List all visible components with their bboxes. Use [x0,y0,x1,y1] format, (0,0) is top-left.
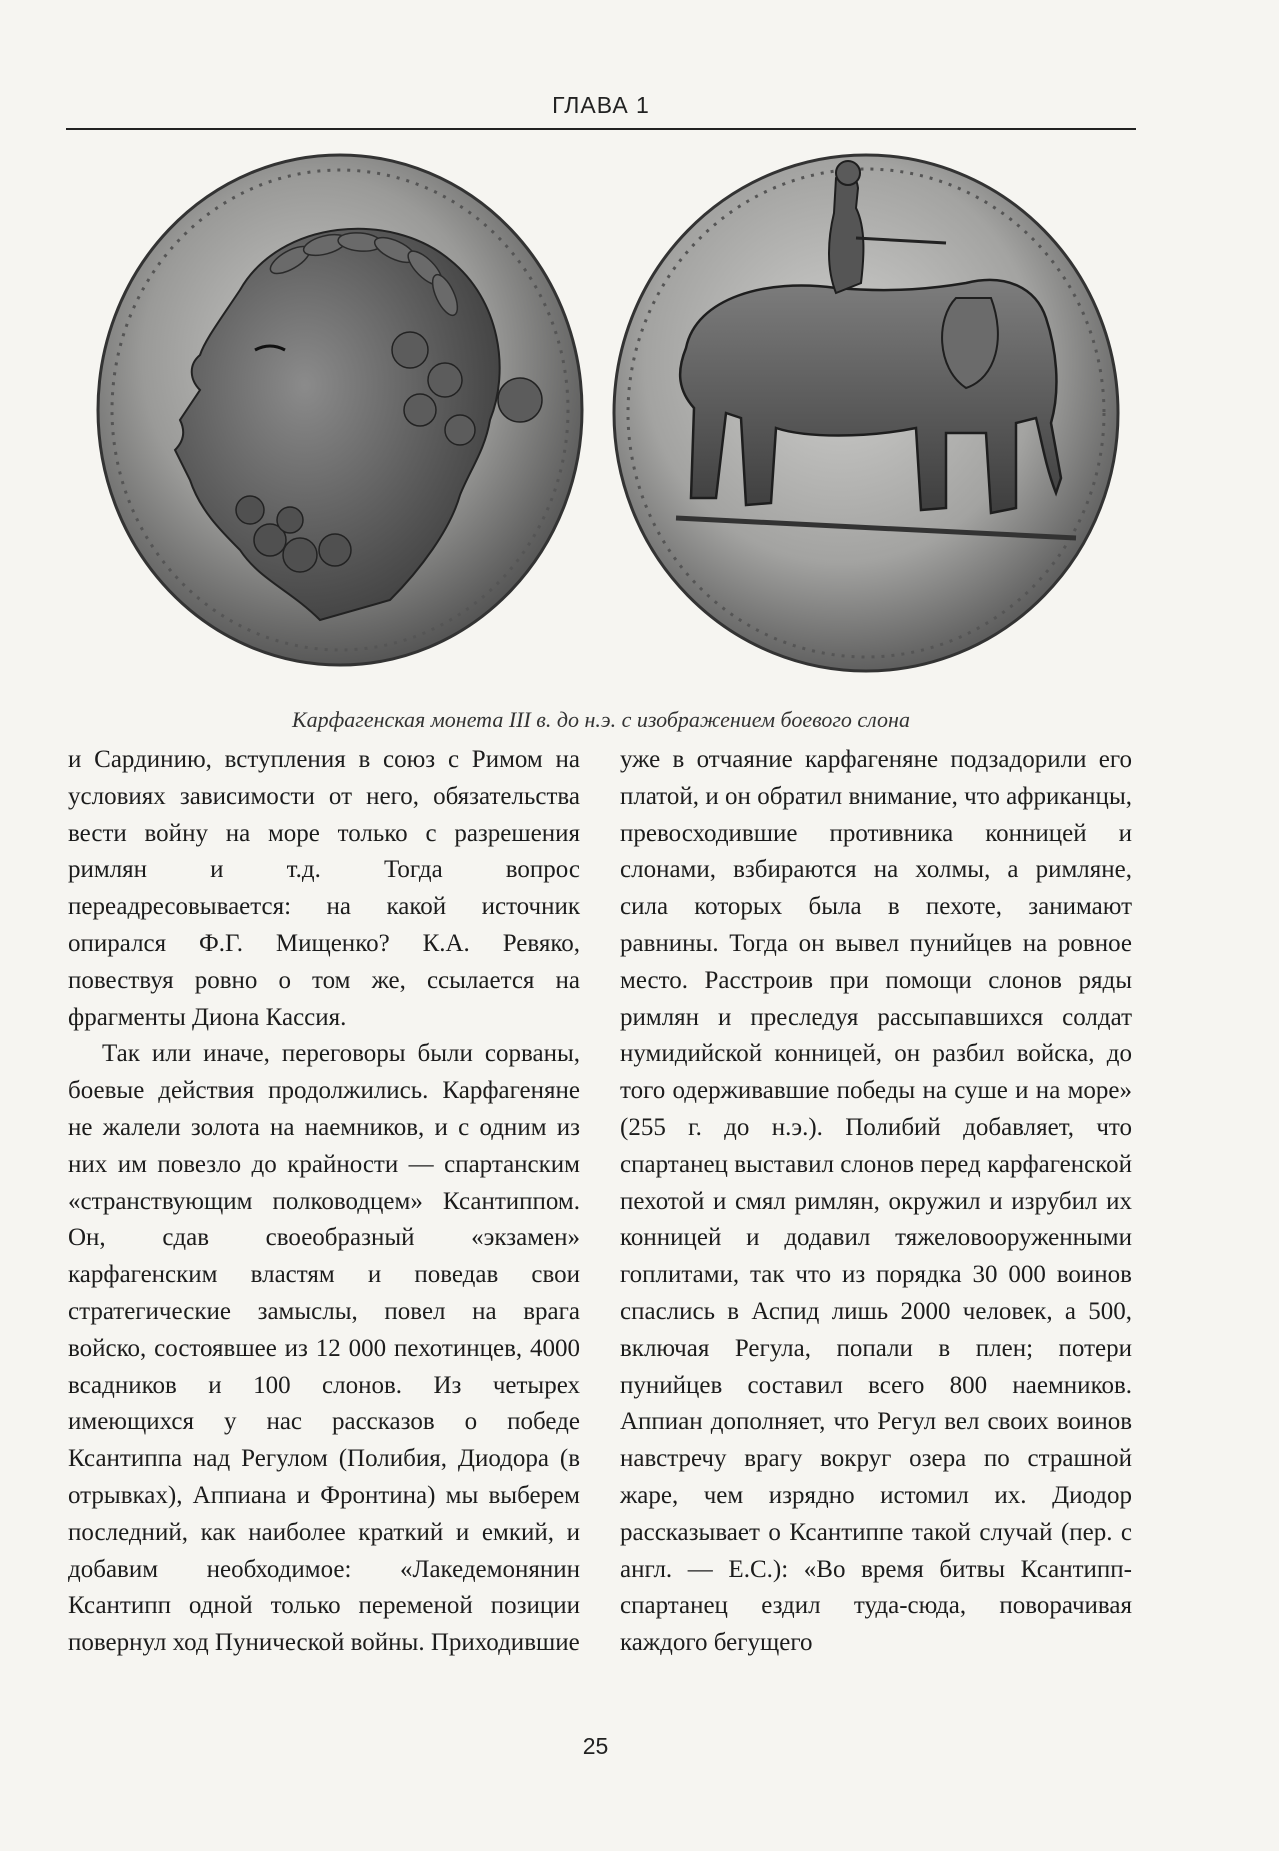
coin-portrait-image [90,150,590,670]
text-column-left [68,742,580,1662]
coin-elephant-image [606,148,1126,678]
paragraph: уже в отчаяние карфагеняне подзадорили его платой, и он обратил внимание, что африканцы, превосходившие противника конницей и слонами, взбираются на холмы, а римляне, сила которых была в пехоте, занимают равнины. Тогда он вывел пунийцев на ровное место. Расстроив при помощи слонов ряды римлян и преследуя рассыпавшихся солдат нумидийской конницей, он разбил войска, до того одерживавшие победы на суше и на море» (255 г. до н.э.). Полибий добавляет, что спартанец выставил слонов перед карфагенской пехотой и смял римлян, окружил и изрубил их конницей и додавил тяжеловооруженными гоплитами, так что из порядка 30 000 воинов спаслись в Аспид лишь 2000 человек, а 500, включая Регула, попали в плен; потери пунийцев составил всего 800 наемников. Аппиан дополняет, что Регул вел своих воинов навстречу врагу вокруг озера по страшной жаре, чем изрядно истомил их. Диодор рассказывает о Ксантиппе такой случай (пер. с англ. — Е.С.): «Во время битвы Ксантипп-спартанец ездил туда-сюда, поворачивая каждого бегущего [620,746,1132,1657]
coin-figure [66,140,1136,700]
text-column-right [620,742,1132,1662]
paragraph: и Сардинию, вступления в союз с Римом на условиях зависимости от него, обязательства вести войну на море только с разрешения римлян и т.д. Тогда вопрос переадресовывается: на какой источник опирался Ф.Г. Мищенко? К.А. Ревяко, повествуя ровно о том же, ссылается на фрагменты Диона Кассия. [68,746,580,1031]
header-rule [66,128,1136,130]
page-number: 25 [582,1733,609,1759]
paragraph: Так или иначе, переговоры были сорваны, боевые действия продолжились. Карфагеняне не жалели золота на наемников, и с одним из них им повезло до крайности — спартанским «странствующим полководцем» Ксантиппом. Он, сдав своеобразный «экзамен» карфагенским властям и поведав свои стратегические замыслы, повел на врага войско, состоявшее из 12 000 пехотинцев, 4000 всадников и 100 слонов. Из четырех имеющихся у нас рассказов о победе Ксантиппа над Регулом (Полибия, Диодора (в отрывках), Аппиана и Фронтина) мы выберем последний, как наиболее краткий и емкий, и добавим необходимое: «Лакедемонянин Ксантипп одной только переменой позиции повернул ход Пунической войны. Приходившие [68,1040,580,1657]
running-header: ГЛАВА 1 [552,92,650,118]
figure-caption: Карфагенская монета III в. до н.э. с изображением боевого слона [292,707,910,732]
